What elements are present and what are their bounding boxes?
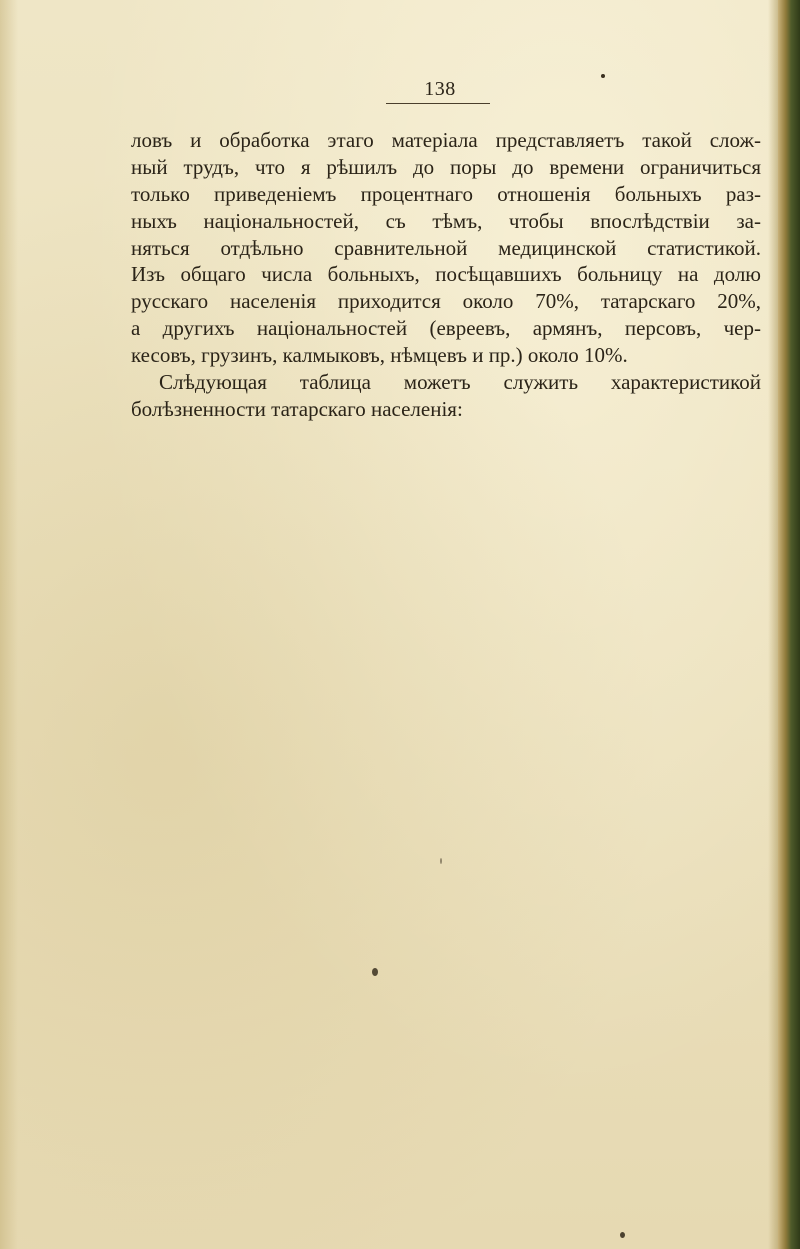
page-left-edge-shadow [0,0,18,1249]
paper-speck [601,74,605,78]
page-gutter-shadow [768,0,778,1249]
paper-speck [620,1232,625,1238]
text-line: русскаго населенія приходится около 70%, татарскаго 20%, [131,289,761,314]
book-spine-edge [778,0,800,1249]
paper-speck [440,858,442,864]
body-text [131,127,761,423]
text-line: Слѣдующая таблица можетъ служить характеристикой [159,370,761,395]
text-line: няться отдѣльно сравнительной медицинской статистикой. [131,235,761,260]
text-line: болѣзненности татарскаго населенія: [131,396,463,421]
paper-speck [372,968,378,976]
page-number-rule [386,103,490,104]
text-line: а другихъ національностей (евреевъ, армянъ, персовъ, чер- [131,316,761,341]
text-line: Изъ общаго числа больныхъ, посѣщавшихъ больницу на долю [131,262,761,287]
text-line: ловъ и обработка этаго матеріала представляетъ такой слож- [131,128,761,152]
text-line: ныхъ національностей, съ тѣмъ, чтобы впослѣдствіи за- [131,208,761,233]
text-line: только приведеніемъ процентнаго отношенія больныхъ раз- [131,181,761,206]
text-line: ный трудъ, что я рѣшилъ до поры до времени ограничиться [131,154,761,179]
page-number: 138 [424,78,456,100]
text-line: кесовъ, грузинъ, калмыковъ, нѣмцевъ и пр.) около 10%. [131,343,628,368]
